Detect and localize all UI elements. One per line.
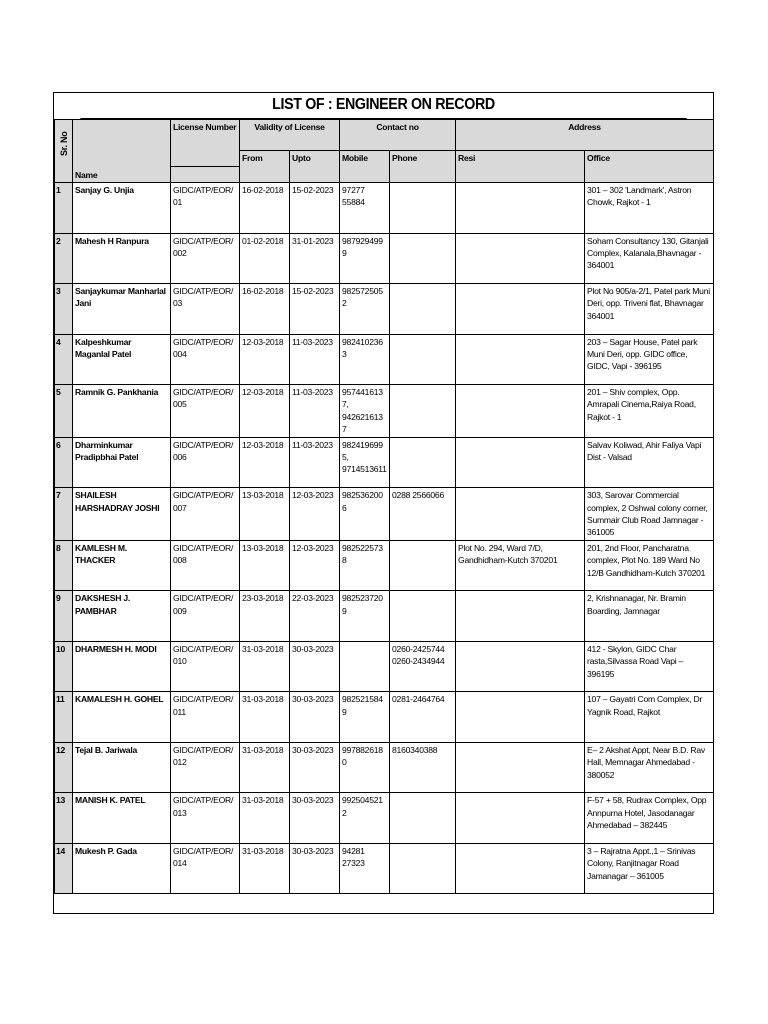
sr-number: 8 <box>55 540 73 591</box>
residence-address <box>456 692 585 743</box>
mobile-number: 9824196995, 9714513611 <box>340 437 390 488</box>
engineer-name: Kalpeshkumar Maganlal Patel <box>73 334 171 385</box>
engineer-name: Sanjay G. Unjia <box>73 183 171 234</box>
engineer-record-sheet <box>53 92 714 914</box>
license-number: GIDC/ATP/EOR/014 <box>171 843 240 894</box>
valid-from: 31-03-2018 <box>240 843 290 894</box>
residence-address <box>456 843 585 894</box>
valid-from: 12-03-2018 <box>240 437 290 488</box>
valid-upto: 30-03-2023 <box>290 692 340 743</box>
valid-from: 13-03-2018 <box>240 540 290 591</box>
valid-from: 31-03-2018 <box>240 641 290 692</box>
table-row <box>55 742 714 793</box>
phone-number <box>390 793 456 844</box>
license-subheader <box>171 167 240 183</box>
valid-from: 23-03-2018 <box>240 591 290 642</box>
license-number: GIDC/ATP/EOR/008 <box>171 540 240 591</box>
sr-number: 14 <box>55 843 73 894</box>
sr-number: 13 <box>55 793 73 844</box>
engineer-name: Mukesh P. Gada <box>73 843 171 894</box>
office-address: Salvav Koliwad, Ahir Faliya Vapi Dist - Valsad <box>585 437 714 488</box>
sr-number: 6 <box>55 437 73 488</box>
valid-from: 31-03-2018 <box>240 692 290 743</box>
valid-upto: 15-02-2023 <box>290 284 340 335</box>
residence-address <box>456 437 585 488</box>
table-row <box>55 437 714 488</box>
valid-upto: 15-02-2023 <box>290 183 340 234</box>
valid-from: 16-02-2018 <box>240 183 290 234</box>
table-row <box>55 641 714 692</box>
phone-number <box>390 437 456 488</box>
mobile-number: 9825225738 <box>340 540 390 591</box>
mobile-number: 9825362006 <box>340 488 390 541</box>
phone-number: 8160340388 <box>390 742 456 793</box>
sr-no-header <box>55 120 73 183</box>
engineer-name: Ramnik G. Pankhania <box>73 385 171 438</box>
mobile-number: 9825725052 <box>340 284 390 335</box>
engineer-name: DAKSHESH J. PAMBHAR <box>73 591 171 642</box>
phone-number: 0260-2425744 0260-2434944 <box>390 641 456 692</box>
header-row-1 <box>55 120 714 151</box>
license-number-header: License Number <box>171 120 240 167</box>
table-row <box>55 385 714 438</box>
license-number: GIDC/ATP/EOR/013 <box>171 793 240 844</box>
office-address: 2, Krishnanagar, Nr. Bramin Boarding, Jamnagar <box>585 591 714 642</box>
phone-number: 0281-2464764 <box>390 692 456 743</box>
office-address: 301 – 302 'Landmark', Astron Chowk, Rajkot - 1 <box>585 183 714 234</box>
office-address: Plot No 905/a-2/1, Patel park Muni Deri, opp. Triveni flat, Bhavnagar 364001 <box>585 284 714 335</box>
license-number: GIDC/ATP/EOR/011 <box>171 692 240 743</box>
valid-from: 16-02-2018 <box>240 284 290 335</box>
office-address: 3 – Rajratna Appt.,1 – Srinivas Colony, Ranjitnagar Road Jamanagar – 361005 <box>585 843 714 894</box>
mobile-header: Mobile <box>340 151 390 183</box>
valid-upto: 30-03-2023 <box>290 641 340 692</box>
office-address: 303, Sarovar Commercial complex, 2 Oshwal colony corner, Summair Club Road Jamnagar - 361005 <box>585 488 714 541</box>
sr-number: 11 <box>55 692 73 743</box>
mobile-number: 9925045212 <box>340 793 390 844</box>
table-row <box>55 591 714 642</box>
sr-number: 3 <box>55 284 73 335</box>
valid-from: 31-03-2018 <box>240 742 290 793</box>
engineer-name: KAMALESH H. GOHEL <box>73 692 171 743</box>
table-row <box>55 488 714 541</box>
office-address: 107 – Gayatri Com Complex, Dr Yagnik Road, Rajkot <box>585 692 714 743</box>
residence-address <box>456 233 585 284</box>
valid-upto: 12-03-2023 <box>290 488 340 541</box>
valid-from: 01-02-2018 <box>240 233 290 284</box>
license-number: GIDC/ATP/EOR/03 <box>171 284 240 335</box>
office-header: Office <box>585 151 714 183</box>
engineer-name: Tejal B. Jariwala <box>73 742 171 793</box>
engineer-name: MANISH K. PATEL <box>73 793 171 844</box>
license-number: GIDC/ATP/EOR/01 <box>171 183 240 234</box>
license-number: GIDC/ATP/EOR/007 <box>171 488 240 541</box>
mobile-number: 9825237209 <box>340 591 390 642</box>
valid-upto: 30-03-2023 <box>290 793 340 844</box>
valid-upto: 11-03-2023 <box>290 385 340 438</box>
office-address: 201 – Shiv complex, Opp. Amrapali Cinema,Raiya Road, Rajkot - 1 <box>585 385 714 438</box>
office-address: E– 2 Akshat Appt, Near B.D. Rav Hall, Memnagar Ahmedabad - 380052 <box>585 742 714 793</box>
phone-number <box>390 843 456 894</box>
phone-number <box>390 183 456 234</box>
valid-from: 12-03-2018 <box>240 334 290 385</box>
residence-address <box>456 742 585 793</box>
table-row <box>55 334 714 385</box>
phone-number <box>390 540 456 591</box>
engineer-name: DHARMESH H. MODI <box>73 641 171 692</box>
mobile-number: 9879294999 <box>340 233 390 284</box>
sr-number: 9 <box>55 591 73 642</box>
table-row <box>55 793 714 844</box>
table-row <box>55 843 714 894</box>
office-address: 203 – Sagar House, Patel park Muni Deri, opp. GIDC office, GIDC, Vapi - 396195 <box>585 334 714 385</box>
license-number: GIDC/ATP/EOR/009 <box>171 591 240 642</box>
phone-number: 0288 2566066 <box>390 488 456 541</box>
engineer-name: KAMLESH M. THACKER <box>73 540 171 591</box>
license-number: GIDC/ATP/EOR/002 <box>171 233 240 284</box>
sr-number: 12 <box>55 742 73 793</box>
phone-number <box>390 385 456 438</box>
license-number: GIDC/ATP/EOR/005 <box>171 385 240 438</box>
residence-address <box>456 284 585 335</box>
table-row <box>55 540 714 591</box>
from-header: From <box>240 151 290 183</box>
mobile-number: 94281 27323 <box>340 843 390 894</box>
upto-header: Upto <box>290 151 340 183</box>
valid-from: 12-03-2018 <box>240 385 290 438</box>
valid-from: 31-03-2018 <box>240 793 290 844</box>
address-header: Address <box>456 120 714 151</box>
license-number: GIDC/ATP/EOR/006 <box>171 437 240 488</box>
office-address: 412 - Skylon, GIDC Char rasta,Silvassa Road Vapi – 396195 <box>585 641 714 692</box>
sr-number: 4 <box>55 334 73 385</box>
residence-address <box>456 385 585 438</box>
phone-number <box>390 591 456 642</box>
engineer-name: Mahesh H Ranpura <box>73 233 171 284</box>
phone-number <box>390 334 456 385</box>
valid-upto: 22-03-2023 <box>290 591 340 642</box>
engineer-name: Sanjaykumar Manharlal Jani <box>73 284 171 335</box>
license-number: GIDC/ATP/EOR/004 <box>171 334 240 385</box>
license-number: GIDC/ATP/EOR/012 <box>171 742 240 793</box>
residence-address <box>456 488 585 541</box>
residence-address: Plot No. 294, Ward 7/D, Gandhidham-Kutch 370201 <box>456 540 585 591</box>
sr-number: 5 <box>55 385 73 438</box>
sr-number: 2 <box>55 233 73 284</box>
sr-number: 1 <box>55 183 73 234</box>
table-row <box>55 284 714 335</box>
valid-upto: 31-01-2023 <box>290 233 340 284</box>
mobile-number: 9978826180 <box>340 742 390 793</box>
mobile-number: 9825215849 <box>340 692 390 743</box>
engineer-name: Dharminkumar Pradipbhai Patel <box>73 437 171 488</box>
valid-upto: 11-03-2023 <box>290 437 340 488</box>
name-header: Name <box>73 120 171 183</box>
phone-number <box>390 284 456 335</box>
resi-header: Resi <box>456 151 585 183</box>
engineer-name: SHAILESH HARSHADRAY JOSHI <box>73 488 171 541</box>
mobile-number: 97277 55884 <box>340 183 390 234</box>
page-title: LIST OF : ENGINEER ON RECORD <box>80 93 686 119</box>
residence-address <box>456 641 585 692</box>
sr-number: 10 <box>55 641 73 692</box>
table-row <box>55 692 714 743</box>
residence-address <box>456 793 585 844</box>
valid-upto: 30-03-2023 <box>290 742 340 793</box>
phone-header: Phone <box>390 151 456 183</box>
sr-no-label: Sr. No <box>59 131 69 156</box>
validity-header: Validity of License <box>240 120 340 151</box>
contact-header: Contact no <box>340 120 456 151</box>
valid-from: 13-03-2018 <box>240 488 290 541</box>
office-address: Soham Consultancy 130, Gitanjali Complex, Kalanala,Bhavnagar - 364001 <box>585 233 714 284</box>
mobile-number <box>340 641 390 692</box>
valid-upto: 12-03-2023 <box>290 540 340 591</box>
office-address: F-57 + 58, Rudrax Complex, Opp Annpurna Hotel, Jasodanagar Ahmedabad – 382445 <box>585 793 714 844</box>
valid-upto: 11-03-2023 <box>290 334 340 385</box>
residence-address <box>456 591 585 642</box>
table-row <box>55 233 714 284</box>
table-row <box>55 183 714 234</box>
sr-number: 7 <box>55 488 73 541</box>
valid-upto: 30-03-2023 <box>290 843 340 894</box>
phone-number <box>390 233 456 284</box>
license-number: GIDC/ATP/EOR/010 <box>171 641 240 692</box>
mobile-number: 9824102363 <box>340 334 390 385</box>
office-address: 201, 2nd Floor, Pancharatna complex, Plot No. 189 Ward No 12/B Gandhidham-Kutch 370201 <box>585 540 714 591</box>
residence-address <box>456 183 585 234</box>
mobile-number: 9574416137, 9426216137 <box>340 385 390 438</box>
engineer-table <box>54 119 714 894</box>
residence-address <box>456 334 585 385</box>
